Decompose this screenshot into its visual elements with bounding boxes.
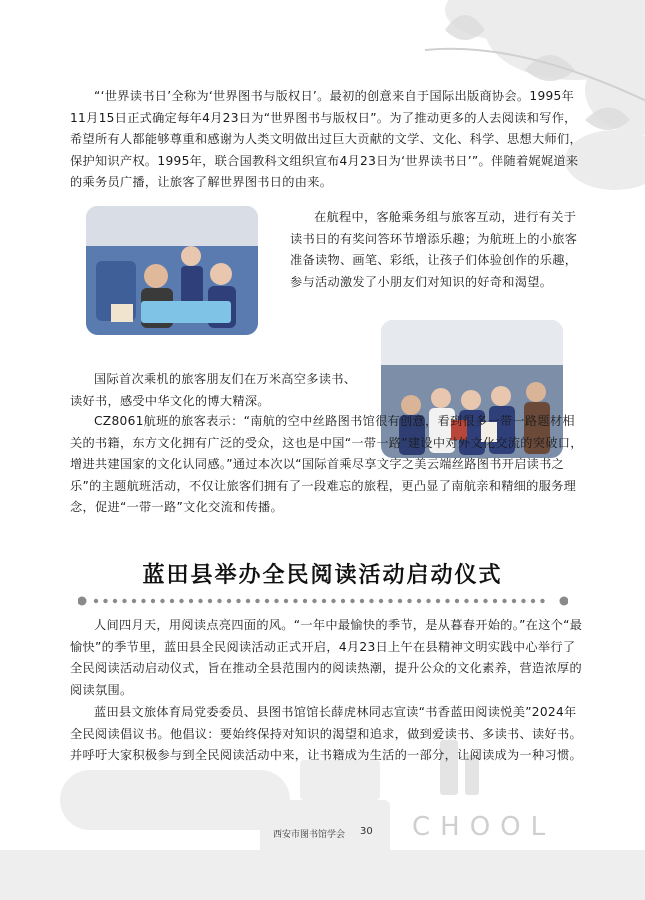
divider-dot: [312, 599, 316, 603]
divider-dot: [170, 599, 174, 603]
divider-dot: [417, 599, 421, 603]
page-number: 30: [360, 826, 373, 837]
divider-dot: [455, 599, 459, 603]
divider-dot: [274, 599, 278, 603]
divider-dot: [122, 599, 126, 603]
divider-dot: [227, 599, 231, 603]
divider-dot: [236, 599, 240, 603]
divider-dot: [265, 599, 269, 603]
paragraph-lantian-launch: 人间四月天，用阅读点亮四面的风。“一年中最愉快的季节，是从暮春开始的。”在这个“最愉快”的季节里，蓝田县全民阅读活动正式开启，4月23日上午在县精神文明实践中心举行了全民阅读活动启动仪式，旨在推动全县范围内的阅读热潮，提升公众的文化素养，营造浓厚的阅读氛围。: [70, 618, 583, 697]
divider-dot: [369, 599, 373, 603]
divider-dot: [322, 599, 326, 603]
divider-dot: [151, 599, 155, 603]
divider-dot: [350, 599, 354, 603]
divider-dot: [445, 599, 449, 603]
section-heading: 蓝田县举办全民阅读活动启动仪式: [142, 563, 503, 588]
footer-society-label: 西安市图书馆学会: [273, 830, 346, 840]
divider-dot: [398, 599, 402, 603]
divider-dot: [94, 599, 98, 603]
divider-dot: [303, 599, 307, 603]
divider-dot: [284, 599, 288, 603]
divider-dot: [160, 599, 164, 603]
divider-dot: [483, 599, 487, 603]
divider-dot: [521, 599, 525, 603]
divider-dot: [341, 599, 345, 603]
divider-dot: [388, 599, 392, 603]
divider-dot: [198, 599, 202, 603]
divider-dot: [132, 599, 136, 603]
divider-dot: [331, 599, 335, 603]
divider-dot: [464, 599, 468, 603]
divider-dot: [246, 599, 250, 603]
divider-dot: [208, 599, 212, 603]
divider-dot: [179, 599, 183, 603]
divider-dot: [502, 599, 506, 603]
divider-dot: [113, 599, 117, 603]
dotted-divider: [78, 594, 568, 608]
divider-dot: [540, 599, 544, 603]
cabin-photo-passengers-reading: [86, 206, 258, 335]
divider-dot: [436, 599, 440, 603]
divider-dot: [531, 599, 535, 603]
divider-dot: [255, 599, 259, 603]
divider-dot: [217, 599, 221, 603]
divider-dot: [512, 599, 516, 603]
divider-dot: [493, 599, 497, 603]
paragraph-reading-proposal: 蓝田县文旅体育局党委委员、县图书馆馆长薛虎林同志宣读“书香蓝田阅读悦美”2024年全民阅读倡议书。他倡议：要始终保持对知识的渴望和追求，做到爱读书、多读书、读好书。并呼吁大家积极参与到全民阅读活动中来，让书籍成为生活的一部分，让阅读成为一种习惯。: [70, 705, 582, 763]
divider-dot: [360, 599, 364, 603]
divider-dot: [189, 599, 193, 603]
divider-dot: [426, 599, 430, 603]
divider-dot: [293, 599, 297, 603]
divider-dot: [474, 599, 478, 603]
chool-decoration: CHOOL: [412, 812, 556, 842]
divider-dot: [103, 599, 107, 603]
paragraph-first-flight: 国际首次乘机的旅客朋友们在万米高空多读书、读好书，感受中华文化的博大精深。: [70, 372, 357, 408]
paragraph-inflight-interaction: 在航程中，客舱乘务组与旅客互动，进行有关于读书日的有奖问答环节增添乐趣；为航班上的小旅客准备读物、画笔、彩纸，让孩子们体验创作的乐趣，参与活动激发了小朋友们对知识的好奇和渴望。: [290, 210, 578, 289]
paragraph-cz8061-passenger: CZ8061航班的旅客表示：“南航的空中丝路图书馆很有创意，看到很多一带一路题材相关的书籍，东方文化拥有广泛的受众，这也是中国“一带一路”建设中对外文化交流的突破口，增进共建国家的文化认同感。”通过本次以“国际首乘尽享文字之美云端丝路图书开启读书之乐”的主题航班活动，不仅让旅客们拥有了一段难忘的旅程，更凸显了南航亲和精细的服务理念，促进“一带一路”文化交流和传播。: [70, 414, 583, 515]
divider-dot: [407, 599, 411, 603]
paragraph-world-book-day-origin: “‘世界读书日’全称为‘世界图书与版权日’。最初的创意来自于国际出版商协会。1995年11月15日正式确定每年4月23日为“世界图书与版权日”。为了推动更多的人去阅读和写作，希望所有人都能够尊重和感谢为人类文明做出过巨大贡献的文学、文化、科学、思想大师们，保护知识产权。1995年，联合国教科文组织宣布4月23日为‘世界读书日’”。伴随着娓娓道来的乘务员广播，让旅客了解世界图书日的由来。: [70, 89, 582, 190]
divider-dot: [379, 599, 383, 603]
divider-dot: [141, 599, 145, 603]
